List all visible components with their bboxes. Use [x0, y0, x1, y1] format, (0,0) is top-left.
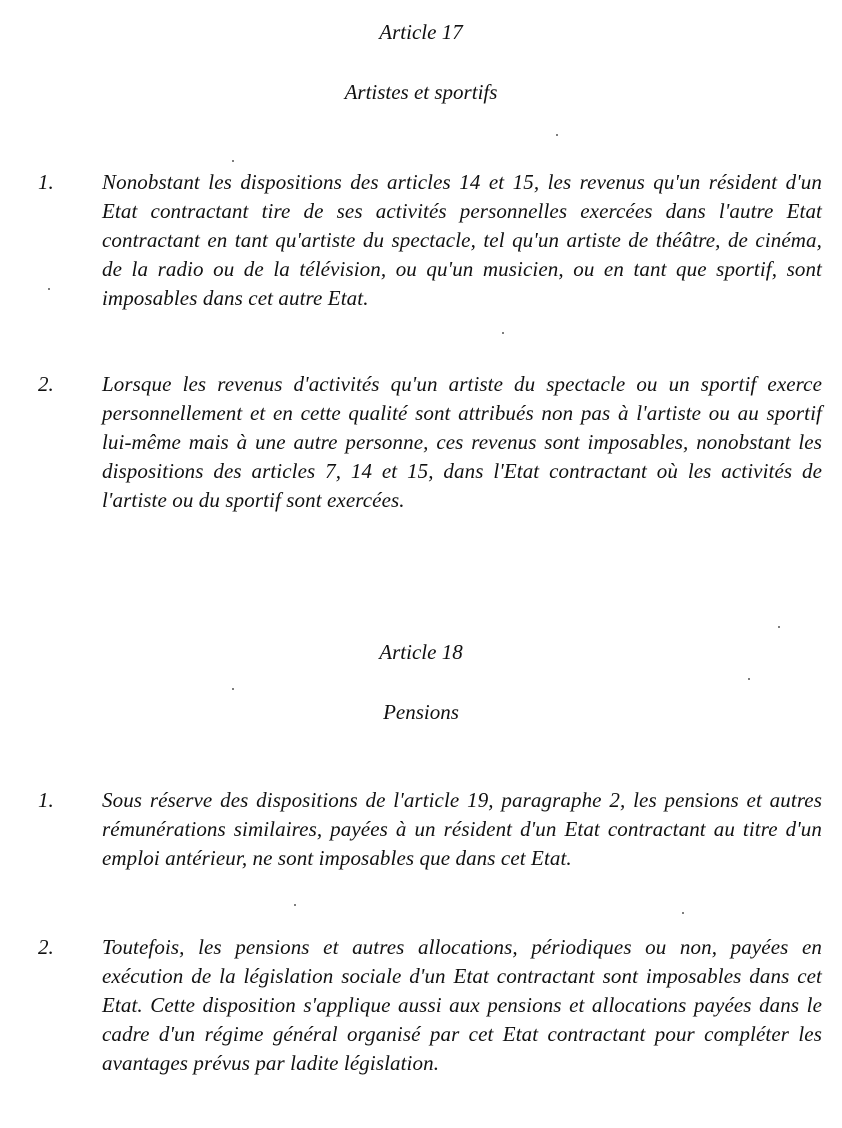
paragraph-number: 1. — [38, 788, 54, 812]
scan-speck — [502, 332, 504, 334]
scan-speck — [778, 626, 780, 628]
scan-speck — [294, 904, 296, 906]
paragraph-text: Nonobstant les dispositions des articles 14 et 15, les revenus qu'un résident d'un Etat contractant tire de ses activités personnelles exercées dans l'autre Etat contractant en tant qu'artiste du spectacle, tel qu'un artiste de théâtre, de cinéma, de la radio ou de la télévision, ou qu'un musicien, ou en tant que sportif, sont imposables dans cet autre Etat. — [102, 170, 822, 310]
paragraph-text: Sous réserve des dispositions de l'article 19, paragraphe 2, les pensions et autres rémunérations similaires, payées à un résident d'un Etat contractant au titre d'un emploi antérieur, ne sont imposables que dans cet Etat. — [102, 788, 822, 870]
article-17-title: Article 17 — [379, 20, 463, 44]
paragraph-text: Toutefois, les pensions et autres allocations, périodiques ou non, payées en exécution de la législation sociale d'un Etat contractant sont imposables dans cet Etat. Cette disposition s'applique aussi aux pensions et allocations payées dans le cadre d'un régime général organisé par cet Etat contractant pour compléter les avantages prévus par ladite législation. — [102, 935, 822, 1075]
scan-speck — [48, 288, 50, 290]
article-18-title: Article 18 — [379, 640, 463, 664]
article-17-subtitle: Artistes et sportifs — [344, 80, 498, 104]
scan-speck — [232, 160, 234, 162]
paragraph-number: 2. — [38, 372, 54, 396]
scan-speck — [748, 678, 750, 680]
paragraph-number: 2. — [38, 935, 54, 959]
scan-speck — [232, 688, 234, 690]
scan-speck — [556, 134, 558, 136]
article-18-subtitle: Pensions — [383, 700, 459, 724]
paragraph-number: 1. — [38, 170, 54, 194]
paragraph-text: Lorsque les revenus d'activités qu'un artiste du spectacle ou un sportif exerce personnellement et en cette qualité sont attribués non pas à l'artiste ou au sportif lui-même mais à une autre personne, ces revenus sont imposables, nonobstant les dispositions des articles 7, 14 et 15, dans l'Etat contractant où les activités de l'artiste ou du sportif sont exercées. — [102, 372, 822, 512]
scan-speck — [682, 912, 684, 914]
